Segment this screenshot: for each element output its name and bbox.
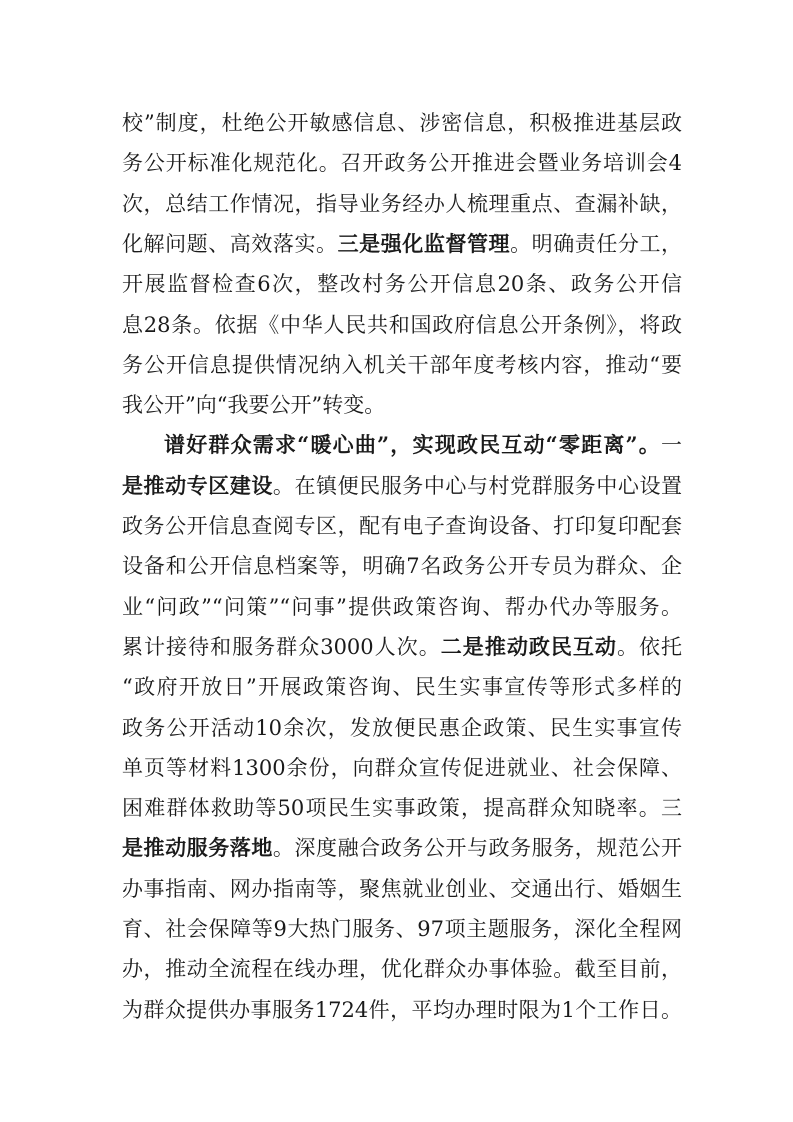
body-text-run: 务公开标准化规范化。召开政务公开推进会暨业务培训会4 [122, 151, 682, 176]
text-line [122, 669, 682, 705]
body-text-run: 育、社会保障等9大热门服务、97项主题服务，深化全程网 [122, 917, 682, 941]
body-text-run: 开展监督检查6次，整改村务公开信息20条、政务公开信 [122, 272, 682, 297]
body-text-run: 务公开信息提供情况纳入机关干部年度考核内容，推动“要 [122, 352, 682, 377]
text-line [122, 145, 682, 181]
body-text-run: 设备和公开信息档案等，明确7名政务公开专员为群众、企 [122, 554, 682, 579]
body-text-run: 校”制度，杜绝公开敏感信息、涉密信息，积极推进基层政 [122, 111, 682, 135]
body-text-run: 办，推动全流程在线办理，优化群众办事体验。截至目前， [122, 957, 682, 982]
text-line [122, 871, 682, 907]
text-line [122, 629, 682, 665]
body-text-run: 困难群体救助等50项民生实事政策，提高群众知晓率。三 [122, 796, 682, 821]
text-line [122, 710, 682, 746]
bold-heading-text: 谱好群众需求“暖心曲”，实现政民互动“零距离”。 [164, 432, 661, 458]
text-line [122, 750, 682, 786]
text-line [122, 589, 682, 625]
bold-heading-text: 是推动服务落地 [122, 835, 273, 861]
body-text-run: 。在镇便民服务中心与村党群服务中心设置 [272, 473, 683, 498]
text-line [122, 387, 682, 423]
body-text-run: 累计接待和服务群众3000人次。 [122, 634, 441, 659]
body-text-run: 单页等材料1300余份，向群众宣传促进就业、社会保障、 [122, 755, 682, 780]
text-line [122, 186, 682, 222]
body-text-run: 。依托 [616, 634, 683, 659]
text-line [122, 951, 682, 987]
text-line [122, 911, 682, 947]
text-line [122, 226, 682, 262]
body-text-run: 息28条。依据《中华人民共和国政府信息公开条例》，将政 [122, 312, 682, 337]
bold-heading-text: 三是强化监督管理 [337, 230, 511, 256]
text-line [164, 427, 682, 463]
text-line [122, 307, 682, 343]
body-text-run: 政务公开信息查阅专区，配有电子查询设备、打印复印配套 [122, 514, 682, 538]
bold-heading-text: 是推动专区建设 [122, 472, 273, 498]
body-text-run: “政府开放日”开展政策咨询、民生实事宣传等形式多样的 [122, 675, 682, 700]
text-line [122, 830, 682, 866]
body-text-run: 为群众提供办事服务1724件，平均办理时限为1个工作日。 [122, 997, 682, 1022]
text-line [122, 790, 682, 826]
text-line [122, 548, 682, 584]
text-line [122, 468, 682, 504]
body-text-run: 次，总结工作情况，指导业务经办人梳理重点、查漏补缺， [122, 191, 682, 216]
body-text-run: 政务公开活动10余次，发放便民惠企政策、民生实事宣传 [122, 715, 682, 740]
text-line [122, 105, 682, 141]
body-text-run: 。明确责任分工， [510, 231, 683, 256]
body-text-run: 办事指南、网办指南等，聚焦就业创业、交通出行、婚姻生 [122, 876, 682, 901]
text-line [122, 347, 682, 383]
body-text-run: 我公开”向“我要公开”转变。 [122, 393, 386, 418]
bold-heading-text: 二是推动政民互动 [440, 633, 617, 659]
body-text-run: 化解问题、高效落实。 [122, 231, 338, 256]
text-line [122, 508, 682, 544]
body-text-run: 。深度融合政务公开与政务服务，规范公开 [272, 836, 683, 861]
body-text-run: 业“问政”“问策”“问事”提供政策咨询、帮办代办等服务。 [122, 594, 682, 619]
text-line [122, 992, 682, 1028]
body-text-run: 一 [661, 433, 682, 458]
text-line [122, 266, 682, 302]
